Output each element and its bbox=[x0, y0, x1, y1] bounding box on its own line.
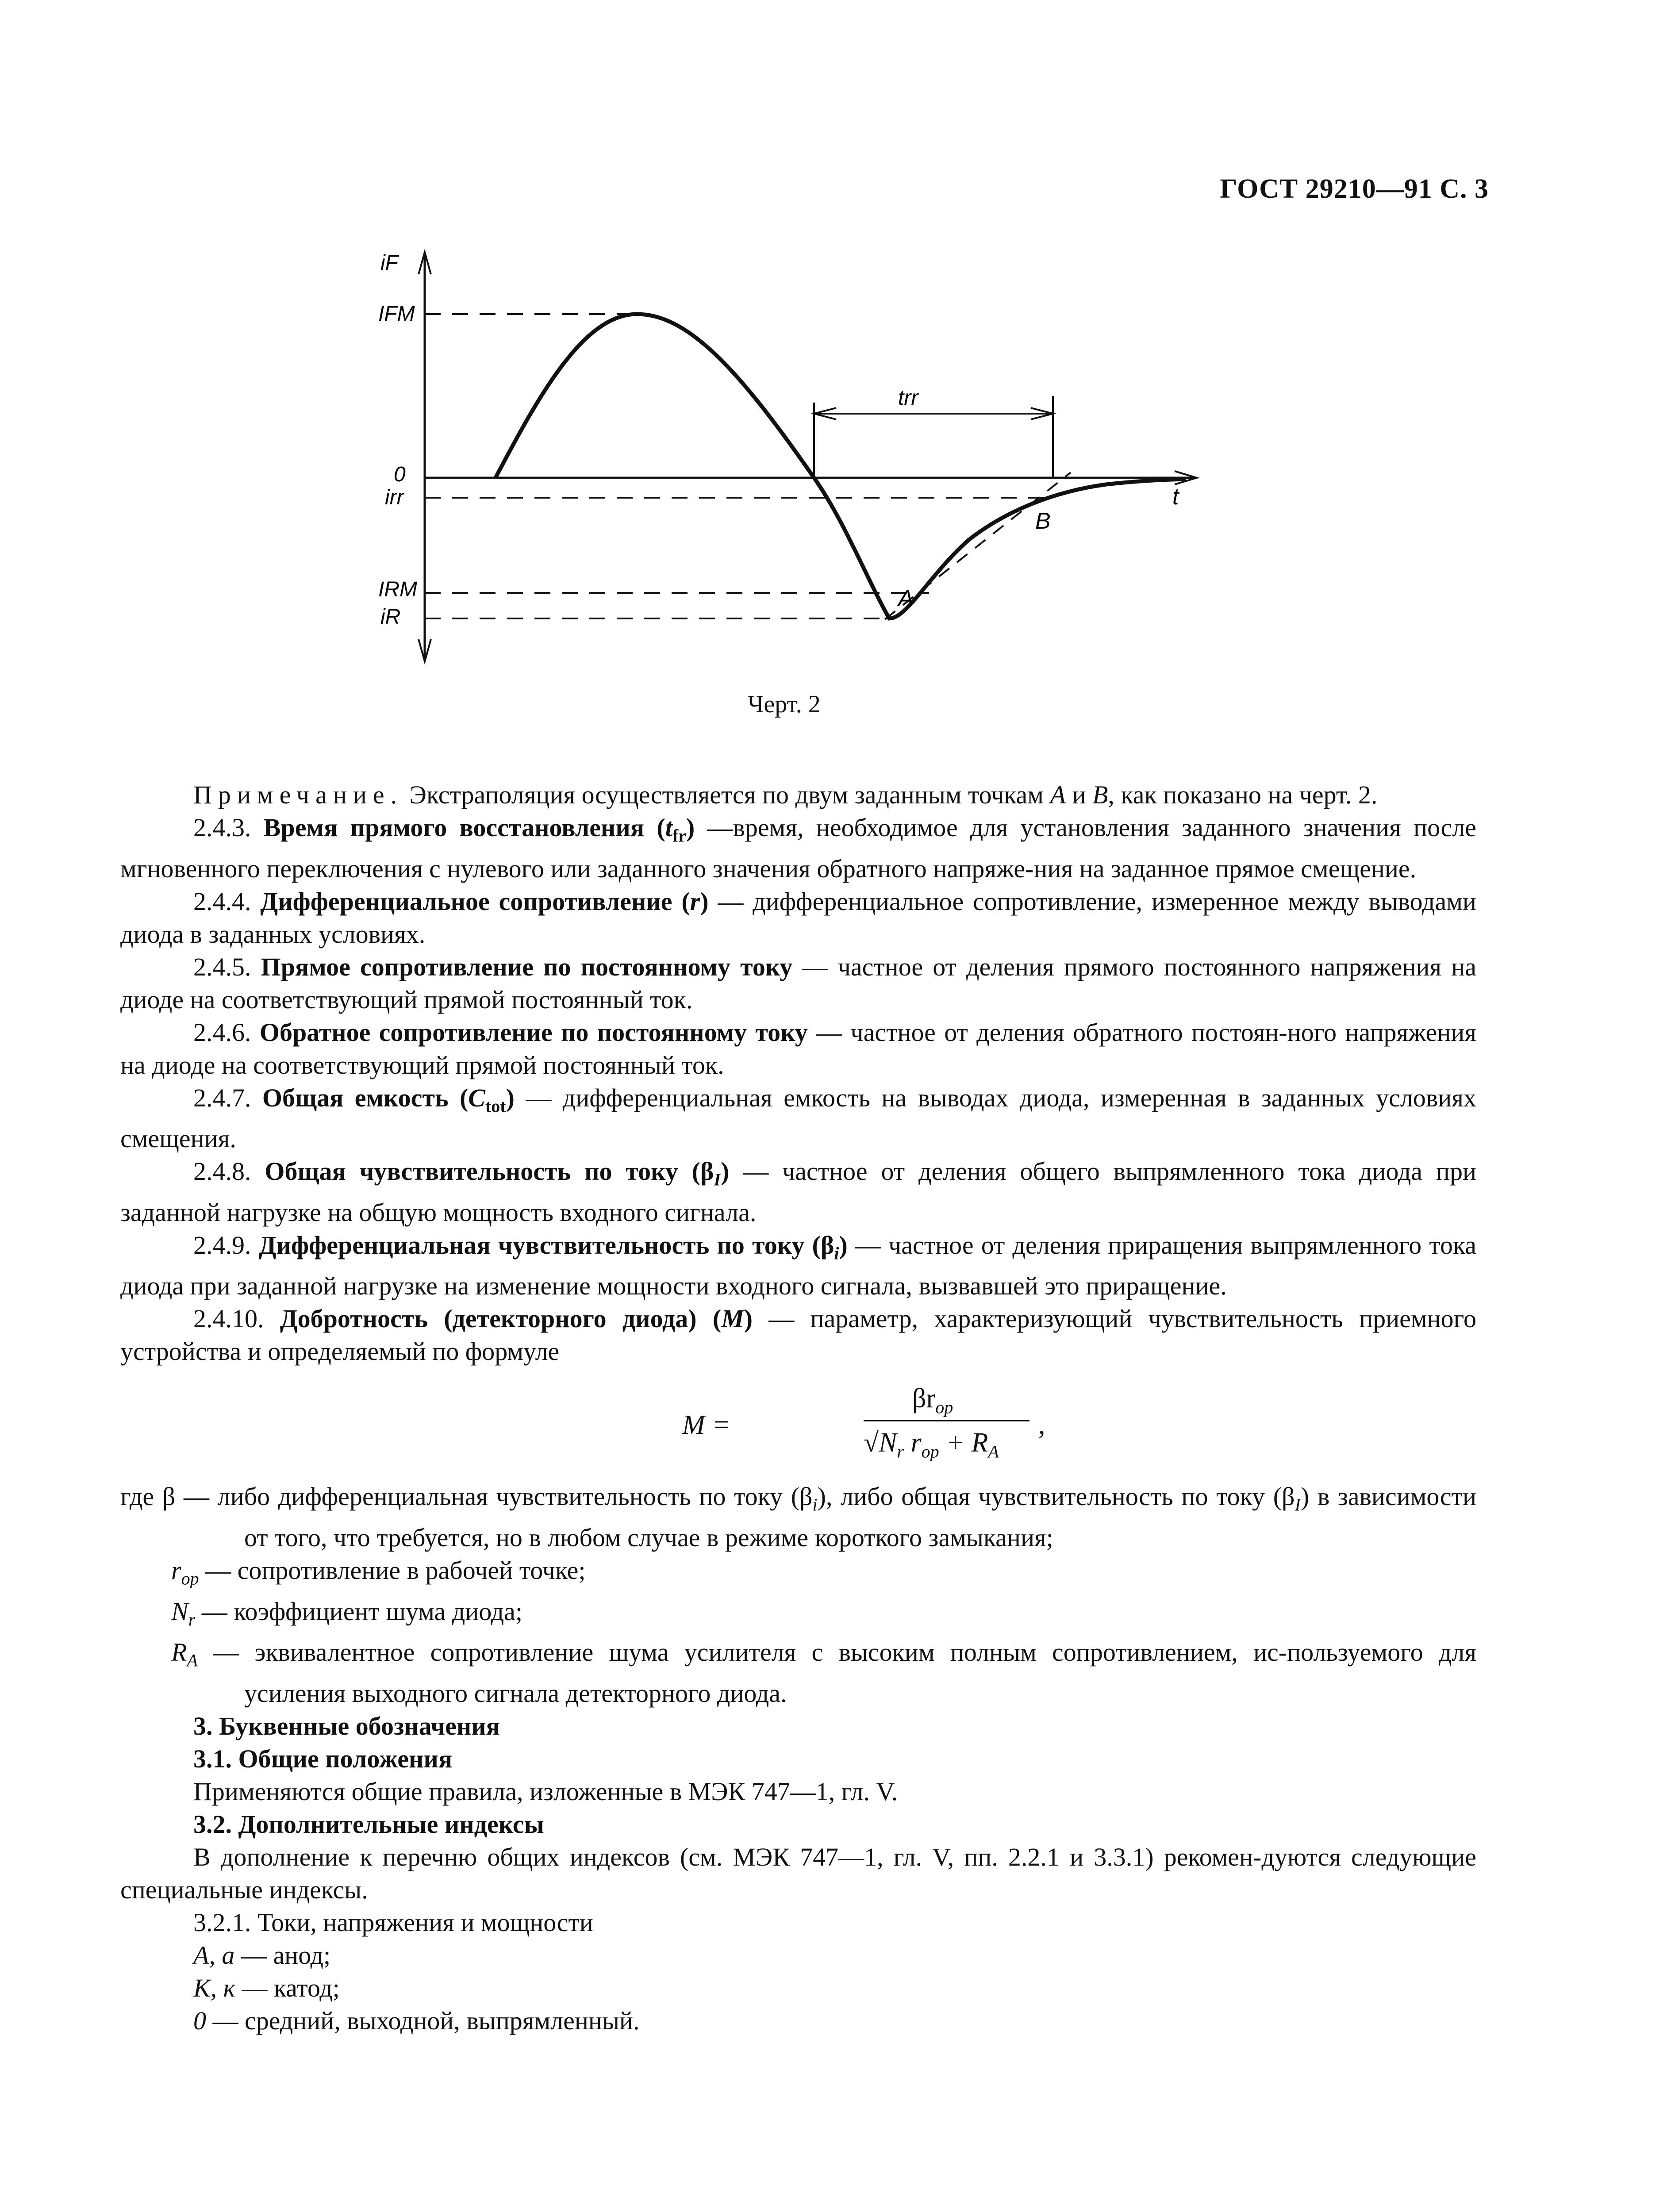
figure-caption: Черт. 2 bbox=[748, 691, 821, 718]
definition-beta: где β — либо дифференциальная чувствительность по току $(\beta_i)$, либо общая чувствительность по току $(\beta_I)$ в зависимости от того, что требуется, но в любом случае в режиме короткого замыкания; bbox=[120, 1482, 1477, 1552]
index-anode: A, a — анод; bbox=[193, 1940, 331, 1970]
section-3-1-title: 3.1. Общие положения bbox=[193, 1744, 453, 1773]
label-point-a: A bbox=[898, 586, 914, 611]
formula-comma: , bbox=[1038, 1410, 1045, 1440]
recovery-diagram bbox=[354, 239, 1239, 686]
label-if: iF bbox=[380, 251, 398, 275]
item-2-4-6: 2.4.6. Обратное сопротивление по постоянному току — частное от деления обратного постоян-ного напряжения на диоде на соответствующий прямой постоянный ток. bbox=[120, 1018, 1476, 1079]
formula-denominator: $√N_r$ $r_{op} + R_A$ bbox=[864, 1428, 999, 1462]
item-2-4-7: 2.4.7. Общая емкость $(C_{tot})$ — дифференциальная емкость на выводах диода, измеренная в заданных условиях смещения. bbox=[120, 1083, 1476, 1153]
figure-of-merit-formula bbox=[120, 1374, 1476, 1476]
label-t: t bbox=[1172, 484, 1179, 510]
section-3-2-title: 3.2. Дополнительные индексы bbox=[193, 1809, 544, 1839]
note-paragraph: Примечание. Экстраполяция осуществляется по двум заданным точкам A и B, как показано на черт. 2. bbox=[193, 780, 1378, 809]
fraction-bar bbox=[864, 1420, 1029, 1421]
definition-ra: $R_A$ — эквивалентное сопротивление шума усилителя с высоким полным сопротивлением, ис-пользуемого для усиления выходного сигнала детекторного диода. bbox=[171, 1638, 1476, 1708]
item-2-4-3: 2.4.3. Время прямого восстановления $(t_{fr})$ —время, необходимое для установления заданного значения после мгновенного переключения с нулевого или заданного значения обратного напряже-ния на заданное прямое смещение. bbox=[120, 813, 1476, 883]
label-irr: irr bbox=[385, 486, 404, 509]
definition-rop: $r_{op}$ — сопротивление в рабочей точке; bbox=[171, 1555, 586, 1589]
section-3-title: 3. Буквенные обозначения bbox=[193, 1711, 500, 1740]
formula-numerator: $\beta r_{op}$ bbox=[912, 1383, 953, 1417]
label-ifm: IFM bbox=[378, 302, 415, 326]
definition-nr: $N_r$ — коэффициент шума диода; bbox=[171, 1597, 523, 1630]
item-2-4-5: 2.4.5. Прямое сопротивление по постоянному току — частное от деления прямого постоянного напряжения на диоде на соответствующий прямой постоянный ток. bbox=[120, 952, 1477, 1014]
section-3-1-text: Применяются общие правила, изложенные в МЭК 747—1, гл. V. bbox=[193, 1777, 898, 1806]
label-ir: iR bbox=[380, 605, 401, 629]
index-average: 0 — средний, выходной, выпрямленный. bbox=[193, 2006, 640, 2035]
page-header: ГОСТ 29210—91 С. 3 bbox=[1220, 174, 1489, 204]
item-2-4-9: 2.4.9. Дифференциальная чувствительность по току $(\beta_i)$ — частное от деления приращения выпрямленного тока диода при заданной нагрузке на изменение мощности входного сигнала, вызвавшей это приращение. bbox=[120, 1230, 1477, 1301]
label-point-b: B bbox=[1035, 508, 1051, 534]
label-zero: 0 bbox=[394, 463, 406, 486]
item-2-4-4: 2.4.4. Дифференциальное сопротивление (r) — дифференциальное сопротивление, измеренное между выводами диода в заданных условиях. bbox=[120, 887, 1476, 949]
item-2-4-8: 2.4.8. Общая чувствительность по току $(\beta_I)$ — частное от деления общего выпрямленного тока диода при заданной нагрузке на общую мощность входного сигнала. bbox=[120, 1157, 1477, 1227]
note-label: Примечание. bbox=[193, 780, 403, 809]
body-text bbox=[120, 779, 1476, 2037]
formula-lhs: M = bbox=[682, 1410, 730, 1440]
current-waveform bbox=[496, 314, 1186, 618]
label-trr: trr bbox=[898, 386, 918, 410]
label-irm: IRM bbox=[378, 578, 417, 601]
index-cathode: K, к — катод; bbox=[193, 1973, 340, 2002]
section-3-2-1-title: 3.2.1. Токи, напряжения и мощности bbox=[193, 1908, 593, 1937]
section-3-2-text: В дополнение к перечню общих индексов (см. МЭК 747—1, гл. V, пп. 2.2.1 и 3.3.1) рекомен-дуются следующие специальные индексы. bbox=[120, 1842, 1476, 1904]
item-2-4-10: 2.4.10. Добротность (детекторного диода) (M) — параметр, характеризующий чувствительность приемного устройства и определяемый по формуле bbox=[120, 1304, 1477, 1366]
